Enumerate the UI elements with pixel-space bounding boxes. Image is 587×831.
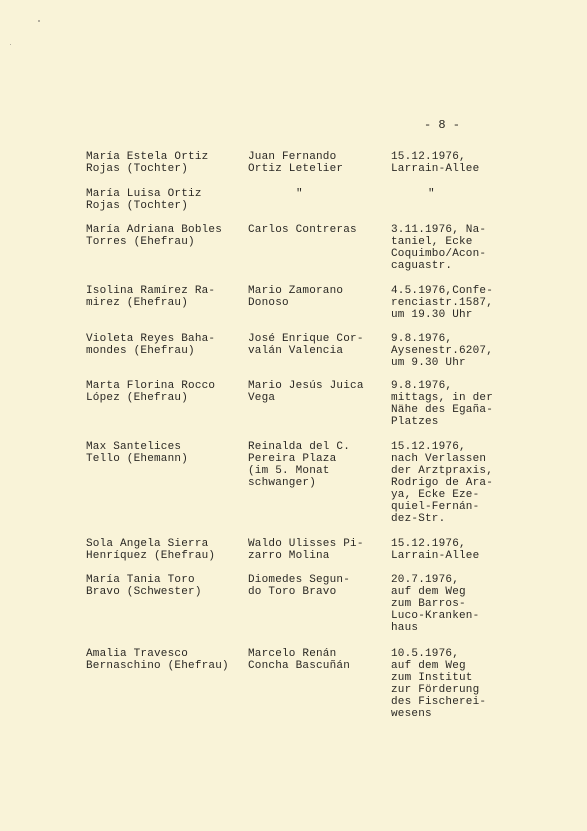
detained-name: Juan Fernando Ortiz Letelier (248, 151, 344, 175)
relative-name: María Adriana Bobles Torres (Ehefrau) (86, 224, 223, 248)
relative-name: María Tania Toro Bravo (Schwester) (86, 574, 202, 598)
detained-name: Mario Zamorano Donoso (248, 285, 344, 309)
date-and-place: 9.8.1976, mittags, in der Nähe des Egaña- Platzes (391, 380, 494, 428)
date-and-place: 15.12.1976, Larrain-Allee (391, 151, 480, 175)
detained-name: Reinalda del C. Pereira Plaza (im 5. Monat schwanger) (248, 441, 351, 489)
paper-speck (38, 20, 40, 22)
paper-speck (10, 44, 11, 45)
detained-name: Mario Jesús Juica Vega (248, 380, 364, 404)
ditto-mark: " (296, 188, 303, 200)
relative-name: Amalia Travesco Bernaschino (Ehefrau) (86, 648, 229, 672)
detained-name: Diomedes Segun- do Toro Bravo (248, 574, 351, 598)
relative-name: Violeta Reyes Baha- mondes (Ehefrau) (86, 333, 216, 357)
relative-name: María Estela Ortiz Rojas (Tochter) (86, 151, 209, 175)
date-and-place: 15.12.1976, Larrain-Allee (391, 538, 480, 562)
date-and-place: 15.12.1976, nach Verlassen der Arztpraxis, Rodrigo de Ara- ya, Ecke Eze- quiel-Fernán- dez-Str. (391, 441, 494, 525)
date-and-place: 9.8.1976, Aysenestr.6207, um 9.30 Uhr (391, 333, 494, 369)
date-and-place: 3.11.1976, Na- taniel, Ecke Coquimbo/Acon- caguastr. (391, 224, 487, 272)
page-number: - 8 - (424, 118, 461, 132)
detained-name: Waldo Ulisses Pi- zarro Molina (248, 538, 364, 562)
relative-name: Marta Florina Rocco López (Ehefrau) (86, 380, 216, 404)
relative-name: María Luisa Ortiz Rojas (Tochter) (86, 188, 202, 212)
relative-name: Max Santelices Tello (Ehemann) (86, 441, 189, 465)
date-and-place: 20.7.1976, auf dem Weg zum Barros- Luco-Kranken- haus (391, 574, 480, 634)
date-and-place: 10.5.1976, auf dem Weg zum Institut zur Förderung des Fischerei- wesens (391, 648, 487, 720)
detained-name: José Enrique Cor- valán Valencia (248, 333, 364, 357)
relative-name: Isolina Ramírez Ra- mirez (Ehefrau) (86, 285, 216, 309)
detained-name: Marcelo Renán Concha Bascuñán (248, 648, 351, 672)
ditto-mark: " (428, 188, 435, 200)
detained-name: Carlos Contreras (248, 224, 357, 236)
relative-name: Sola Angela Sierra Henríquez (Ehefrau) (86, 538, 216, 562)
date-and-place: 4.5.1976,Confe- renciastr.1587, um 19.30 Uhr (391, 285, 494, 321)
